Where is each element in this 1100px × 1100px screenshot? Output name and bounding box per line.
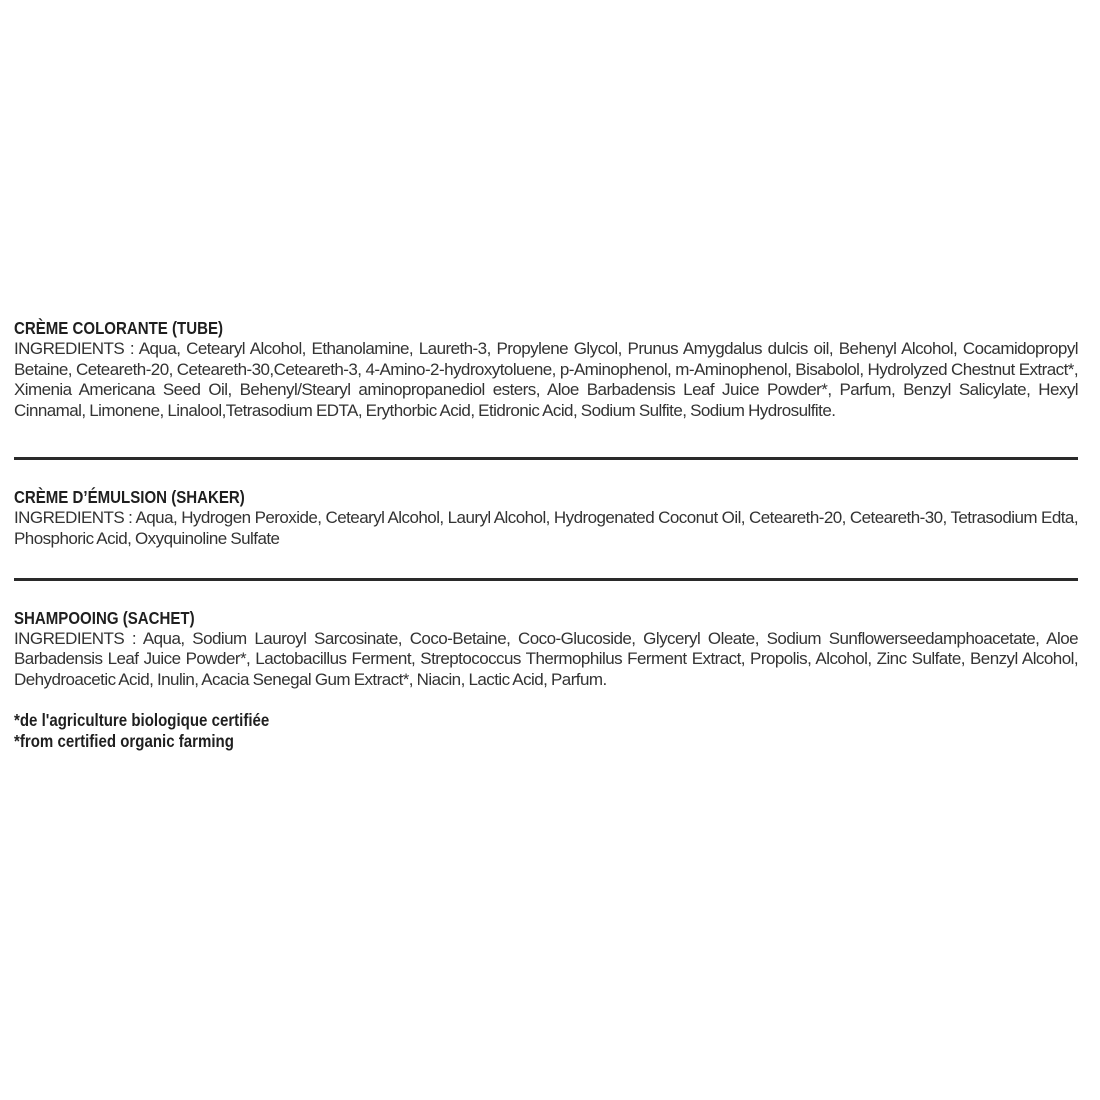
section-title: CRÈME D’ÉMULSION (SHAKER)	[14, 487, 245, 508]
footnotes	[14, 710, 1078, 751]
ingredients-list: INGREDIENTS : Aqua, Sodium Lauroyl Sarcosinate, Coco-Betaine, Coco-Glucoside, Glyceryl Oleate, Sodium Sunflowerseedamphoacetate, Aloe Barbadensis Leaf Juice Powder*, Lactobacillus Ferment, Streptococcus Thermophilus Ferment Extract, Propolis, Alcohol, Zinc Sulfate, Benzyl Alcohol, Dehydroacetic Acid, Inulin, Acacia Senegal Gum Extract*, Niacin, Lactic Acid, Parfum.	[14, 628, 1078, 689]
divider	[14, 457, 1078, 460]
footnote-english: *from certified organic farming	[14, 730, 234, 751]
section-shampooing	[14, 608, 1078, 691]
ingredients-list: INGREDIENTS : Aqua, Cetearyl Alcohol, Ethanolamine, Laureth-3, Propylene Glycol, Prunus Amygdalus dulcis oil, Behenyl Alcohol, Cocamidopropyl Betaine, Ceteareth-20, Ceteareth-30,Ceteareth-3, 4-Amino-2-hydroxytoluene, p-Aminophenol, m-Aminophenol, Bisabolol, Hydrolyzed Chestnut Extract*, Ximenia Americana Seed Oil, Behenyl/Stearyl aminopropanediol esters, Aloe Barbadensis Leaf Juice Powder*, Parfum, Benzyl Salicylate, Hexyl Cinnamal, Limonene, Linalool,Tetrasodium EDTA, Erythorbic Acid, Etidronic Acid, Sodium Sulfite, Sodium Hydrosulfite.	[14, 339, 1078, 420]
section-creme-colorante	[14, 318, 1078, 421]
section-title: CRÈME COLORANTE (TUBE)	[14, 318, 224, 338]
section-title: SHAMPOOING (SACHET)	[14, 607, 195, 628]
ingredients-document	[14, 318, 1078, 751]
ingredients-list: INGREDIENTS : Aqua, Hydrogen Peroxide, Cetearyl Alcohol, Lauryl Alcohol, Hydrogenated Coconut Oil, Ceteareth-20, Ceteareth-30, Tetrasodium Edta, Phosphoric Acid, Oxyquinoline Sulfate	[14, 508, 1078, 548]
divider	[14, 578, 1078, 581]
footnote-french: *de l'agriculture biologique certifiée	[14, 710, 270, 731]
section-creme-emulsion	[14, 487, 1078, 549]
